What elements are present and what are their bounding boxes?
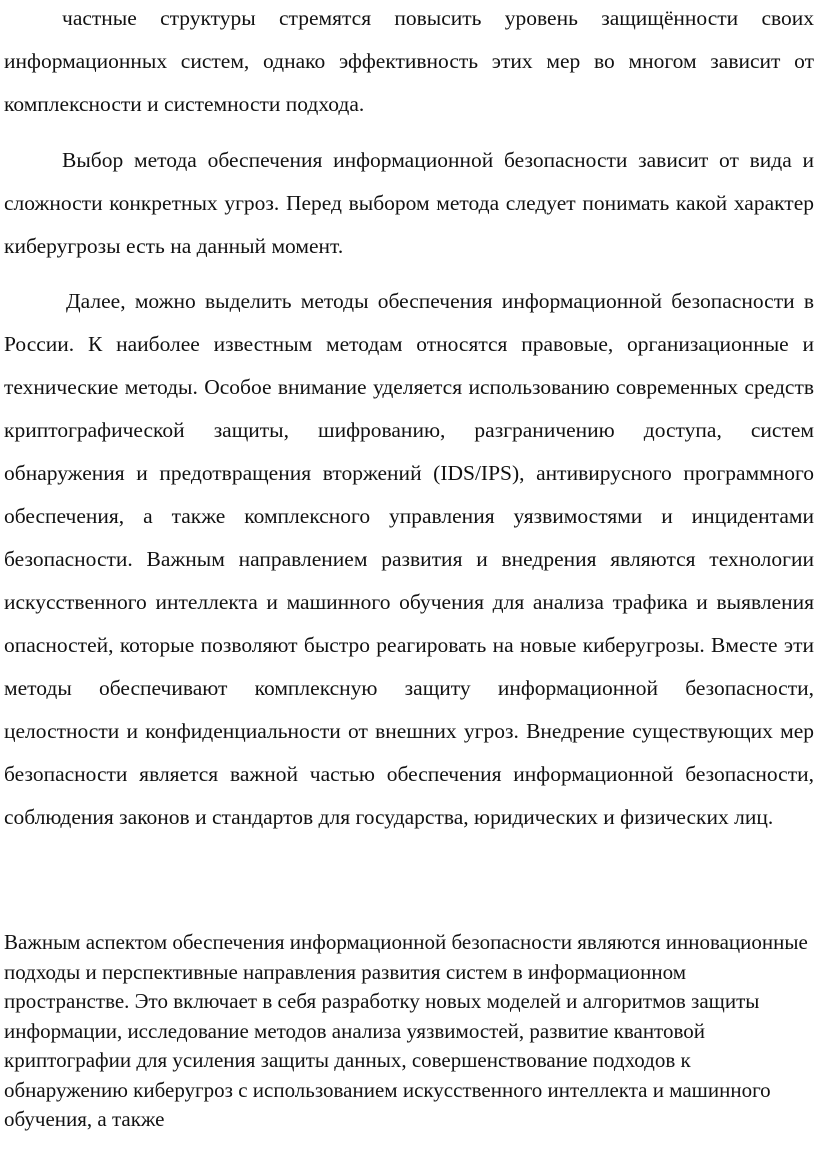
paragraph-3: Далее, можно выделить методы обеспечения информационной безопасности в России. К наиболее известным методам относятся правовые, организационные и технические методы. Особое внимание уделяется использованию современных средств криптографической защиты, шифрованию, разграничению доступа, систем обнаружения и предотвращения вторжений (IDS/IPS), антивирусного программного обеспечения, а также комплексного управления уязвимостями и инцидентами безопасности. Важным направлением развития и внедрения являются технологии искусственного интеллекта и машинного обучения для анализа трафика и выявления опасностей, которые позволяют быстро реагировать на новые киберугрозы. Вместе эти методы обеспечивают комплексную защиту информационной безопасности, целостности и конфиденциальности от внешних угроз. Внедрение существующих мер безопасности является важной частью обеспечения информационной безопасности, соблюдения законов и стандартов для государства, юридических и физических лиц. — [4, 289, 814, 829]
paragraph-1: частные структуры стремятся повысить уровень защищённости своих информационных систем, однако эффективность этих мер во многом зависит от комплексности и системности подхода. — [4, 6, 814, 116]
paragraph-2: Выбор метода обеспечения информационной безопасности зависит от вида и сложности конкретных угроз. Перед выбором метода следует понимать какой характер киберугрозы есть на данный момент. — [4, 148, 814, 258]
paragraph-4: Важным аспектом обеспечения информационной безопасности являются инновационные подходы и перспективные направления развития систем в информационном пространстве. Это включает в себя разработку новых моделей и алгоритмов защиты информации, исследование методов анализа уязвимостей, развитие квантовой криптографии для усиления защиты данных, совершенствование подходов к обнаружению киберугроз с использованием искусственного интеллекта и машинного обучения, а также — [4, 930, 808, 1131]
